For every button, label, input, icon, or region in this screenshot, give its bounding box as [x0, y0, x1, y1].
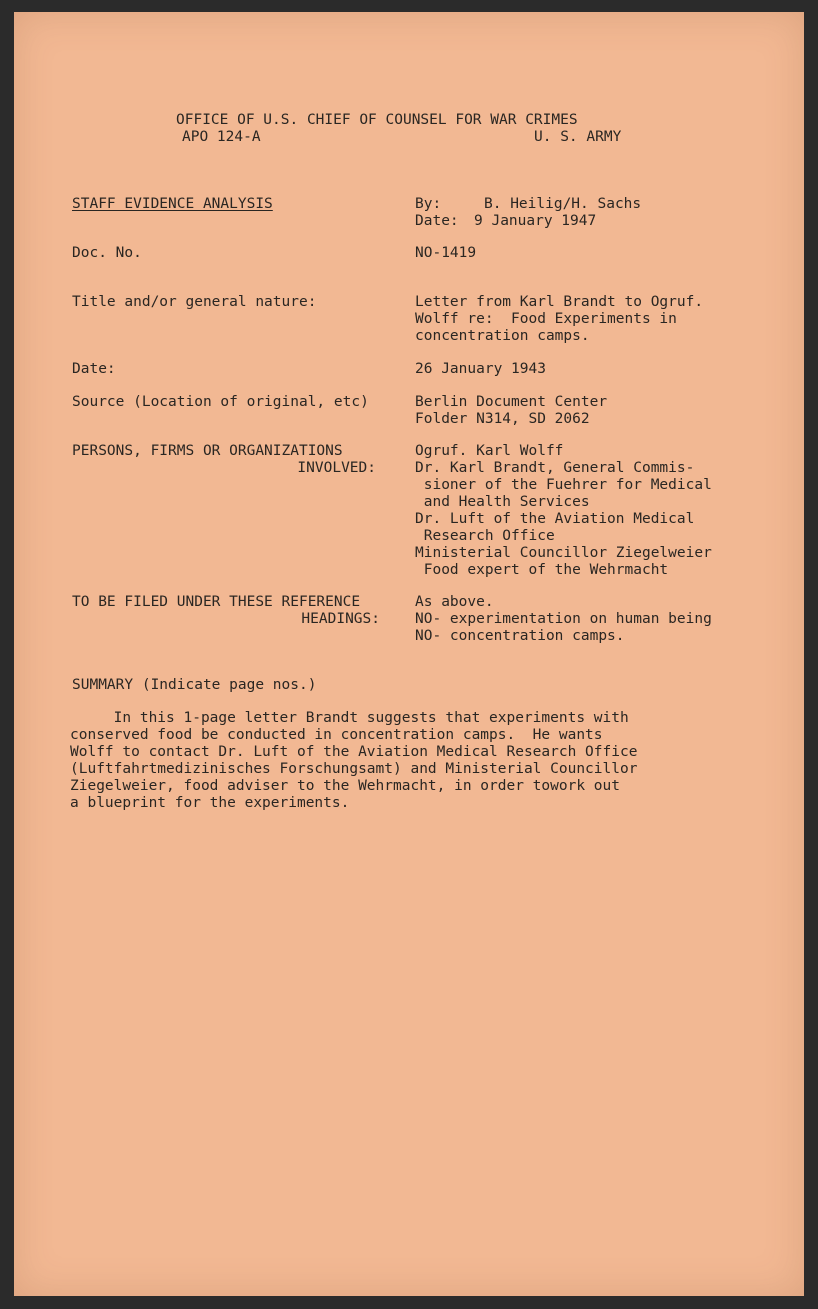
date-value: 26 January 1943 — [415, 361, 546, 377]
filed-label: TO BE FILED UNDER THESE REFERENCE — [72, 594, 361, 610]
filed-line: As above. — [415, 594, 494, 610]
summary-line: (Luftfahrtmedizinisches Forschungsamt) and Ministerial Councillor — [70, 761, 638, 777]
analysis-date-label: Date: — [415, 213, 459, 229]
summary-line: conserved food be conducted in concentration camps. He wants — [70, 727, 603, 743]
summary-line: a blueprint for the experiments. — [70, 795, 350, 811]
apo-number: APO 124-A — [182, 129, 261, 145]
summary-line: In this 1-page letter Brandt suggests that experiments with — [70, 710, 629, 726]
persons-line: Food expert of the Wehrmacht — [415, 562, 669, 578]
title-line: concentration camps. — [415, 328, 590, 344]
filed-label: HEADINGS: — [301, 611, 380, 627]
persons-line: Dr. Luft of the Aviation Medical — [415, 511, 695, 527]
filed-line: NO- experimentation on human being — [415, 611, 712, 627]
summary-line: Ziegelweier, food adviser to the Wehrmacht, in order towork out — [70, 778, 620, 794]
title-line: Letter from Karl Brandt to Ogruf. — [415, 294, 704, 310]
persons-line: Ministerial Councillor Ziegelweier — [415, 545, 712, 561]
source-line: Folder N314, SD 2062 — [415, 411, 590, 427]
title-line: Wolff re: Food Experiments in — [415, 311, 677, 327]
by-value: B. Heilig/H. Sachs — [484, 196, 642, 212]
persons-line: Dr. Karl Brandt, General Commis- — [415, 460, 695, 476]
doc-no-label: Doc. No. — [72, 245, 142, 261]
persons-line: sioner of the Fuehrer for Medical — [415, 477, 712, 493]
persons-line: Ogruf. Karl Wolff — [415, 443, 564, 459]
doc-no-value: NO-1419 — [415, 245, 477, 261]
office-title: OFFICE OF U.S. CHIEF OF COUNSEL FOR WAR CRIMES — [176, 112, 578, 128]
persons-label: INVOLVED: — [297, 460, 376, 476]
analysis-date-value: 9 January 1947 — [474, 213, 597, 229]
summary-label: SUMMARY (Indicate page nos.) — [72, 677, 317, 693]
filed-line: NO- concentration camps. — [415, 628, 625, 644]
document-page — [14, 12, 804, 1296]
date-label: Date: — [72, 361, 116, 377]
analysis-heading: STAFF EVIDENCE ANALYSIS — [72, 196, 273, 212]
by-label: By: — [415, 196, 442, 212]
persons-line: Research Office — [415, 528, 555, 544]
title-label: Title and/or general nature: — [72, 294, 317, 310]
source-label: Source (Location of original, etc) — [72, 394, 369, 410]
persons-line: and Health Services — [415, 494, 590, 510]
persons-label: PERSONS, FIRMS OR ORGANIZATIONS — [72, 443, 343, 459]
source-line: Berlin Document Center — [415, 394, 608, 410]
summary-line: Wolff to contact Dr. Luft of the Aviation Medical Research Office — [70, 744, 638, 760]
army-label: U. S. ARMY — [534, 129, 622, 145]
